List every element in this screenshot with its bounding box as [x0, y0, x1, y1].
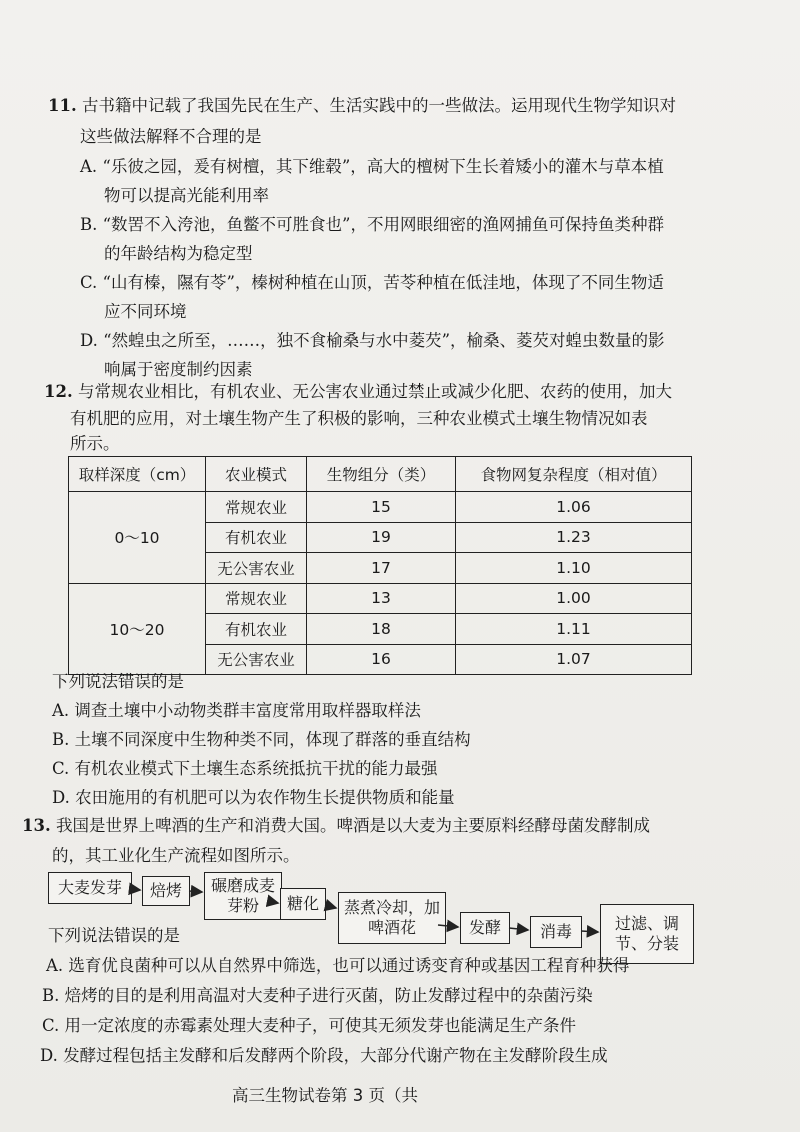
q12-option-b: B. 土壤不同深度中生物种类不同，体现了群落的垂直结构	[52, 730, 471, 749]
complexity-cell: 1.07	[456, 644, 692, 675]
q12-prompt: 下列说法错误的是	[52, 672, 184, 691]
q11-option-b: B. “数罟不入洿池，鱼鳖不可胜食也”，不用网眼细密的渔网捕鱼可保持鱼类种群	[80, 215, 664, 234]
components-cell: 13	[307, 583, 456, 614]
flow-step-roasting: 焙烤	[142, 876, 190, 906]
depth-cell: 0～10	[69, 492, 206, 584]
flow-step-milling: 碾磨成麦芽粉	[204, 872, 282, 920]
arrow-1	[131, 889, 140, 890]
arrow-2	[189, 891, 202, 892]
q11-stem: 11. 古书籍中记载了我国先民在生产、生活实践中的一些做法。运用现代生物学知识对	[48, 96, 676, 115]
arrow-7	[581, 931, 598, 932]
components-cell: 15	[307, 492, 456, 523]
header-depth: 取样深度（cm）	[69, 457, 206, 492]
arrow-4	[325, 905, 336, 908]
flow-step-fermentation: 发酵	[460, 912, 510, 944]
header-mode: 农业模式	[206, 457, 307, 492]
components-cell: 18	[307, 614, 456, 645]
mode-cell: 有机农业	[206, 522, 307, 553]
flow-step-boiling: 蒸煮冷却，加啤酒花	[338, 892, 446, 944]
complexity-cell: 1.00	[456, 583, 692, 614]
q11-option-a-cont: 物可以提高光能利用率	[104, 186, 269, 205]
q12-stem: 12. 与常规农业相比，有机农业、无公害农业通过禁止或减少化肥、农药的使用，加大	[44, 382, 672, 401]
q12-option-d: D. 农田施用的有机肥可以为农作物生长提供物质和能量	[52, 788, 455, 807]
mode-cell: 无公害农业	[206, 553, 307, 584]
q13-option-d: D. 发酵过程包括主发酵和后发酵两个阶段，大部分代谢产物在主发酵阶段生成	[40, 1046, 608, 1065]
q13-stem: 13. 我国是世界上啤酒的生产和消费大国。啤酒是以大麦为主要原料经酵母菌发酵制成	[22, 816, 650, 835]
q12-option-c: C. 有机农业模式下土壤生态系统抵抗干扰的能力最强	[52, 759, 438, 778]
complexity-cell: 1.10	[456, 553, 692, 584]
q13-prompt: 下列说法错误的是	[48, 926, 180, 945]
complexity-cell: 1.06	[456, 492, 692, 523]
mode-cell: 有机农业	[206, 614, 307, 645]
complexity-cell: 1.11	[456, 614, 692, 645]
q11-option-c-cont: 应不同环境	[104, 302, 187, 321]
page-footer: 高三生物试卷第 3 页（共	[232, 1086, 418, 1105]
arrow-6	[509, 928, 528, 930]
arrow-5	[438, 925, 458, 927]
components-cell: 17	[307, 553, 456, 584]
q11-option-d-cont: 响属于密度制约因素	[104, 360, 253, 379]
q11-option-c: C. “山有榛，隰有苓”，榛树种植在山顶，苦苓种植在低洼地，体现了不同生物适	[80, 273, 664, 292]
q12-stem-cont2: 所示。	[70, 434, 120, 453]
flow-step-sterilization: 消毒	[530, 916, 582, 948]
flow-step-packaging: 过滤、调节、分装	[600, 904, 694, 964]
flow-step-saccharification: 糖化	[280, 888, 326, 920]
q13-option-b: B. 焙烤的目的是利用高温对大麦种子进行灭菌，防止发酵过程中的杂菌污染	[42, 986, 593, 1005]
q12-option-a: A. 调查土壤中小动物类群丰富度常用取样器取样法	[52, 701, 421, 720]
q11-option-a: A. “乐彼之园，爰有树檀，其下维毂”，高大的檀树下生长着矮小的灌木与草本植	[80, 157, 664, 176]
q13-option-c: C. 用一定浓度的赤霉素处理大麦种子，可使其无须发芽也能满足生产条件	[42, 1016, 577, 1035]
q11-option-d: D. “然蝗虫之所至，……，独不食榆桑与水中菱芡”，榆桑、菱芡对蝗虫数量的影	[80, 331, 665, 350]
mode-cell: 常规农业	[206, 583, 307, 614]
flow-step-germination: 大麦发芽	[48, 872, 132, 904]
q11-stem-cont: 这些做法解释不合理的是	[80, 127, 262, 146]
q13-stem-cont: 的，其工业化生产流程如图所示。	[52, 846, 300, 865]
header-complexity: 食物网复杂程度（相对值）	[456, 457, 692, 492]
header-components: 生物组分（类）	[307, 457, 456, 492]
q13-option-a: A. 选育优良菌种可以从自然界中筛选，也可以通过诱变育种或基因工程育种获得	[46, 956, 630, 975]
components-cell: 19	[307, 522, 456, 553]
q11-option-b-cont: 的年龄结构为稳定型	[104, 244, 253, 263]
mode-cell: 常规农业	[206, 492, 307, 523]
q12-stem-cont: 有机肥的应用，对土壤生物产生了积极的影响，三种农业模式土壤生物情况如表	[70, 409, 648, 428]
components-cell: 16	[307, 644, 456, 675]
arrow-3	[273, 902, 278, 903]
complexity-cell: 1.23	[456, 522, 692, 553]
mode-cell: 无公害农业	[206, 644, 307, 675]
depth-cell: 10～20	[69, 583, 206, 675]
